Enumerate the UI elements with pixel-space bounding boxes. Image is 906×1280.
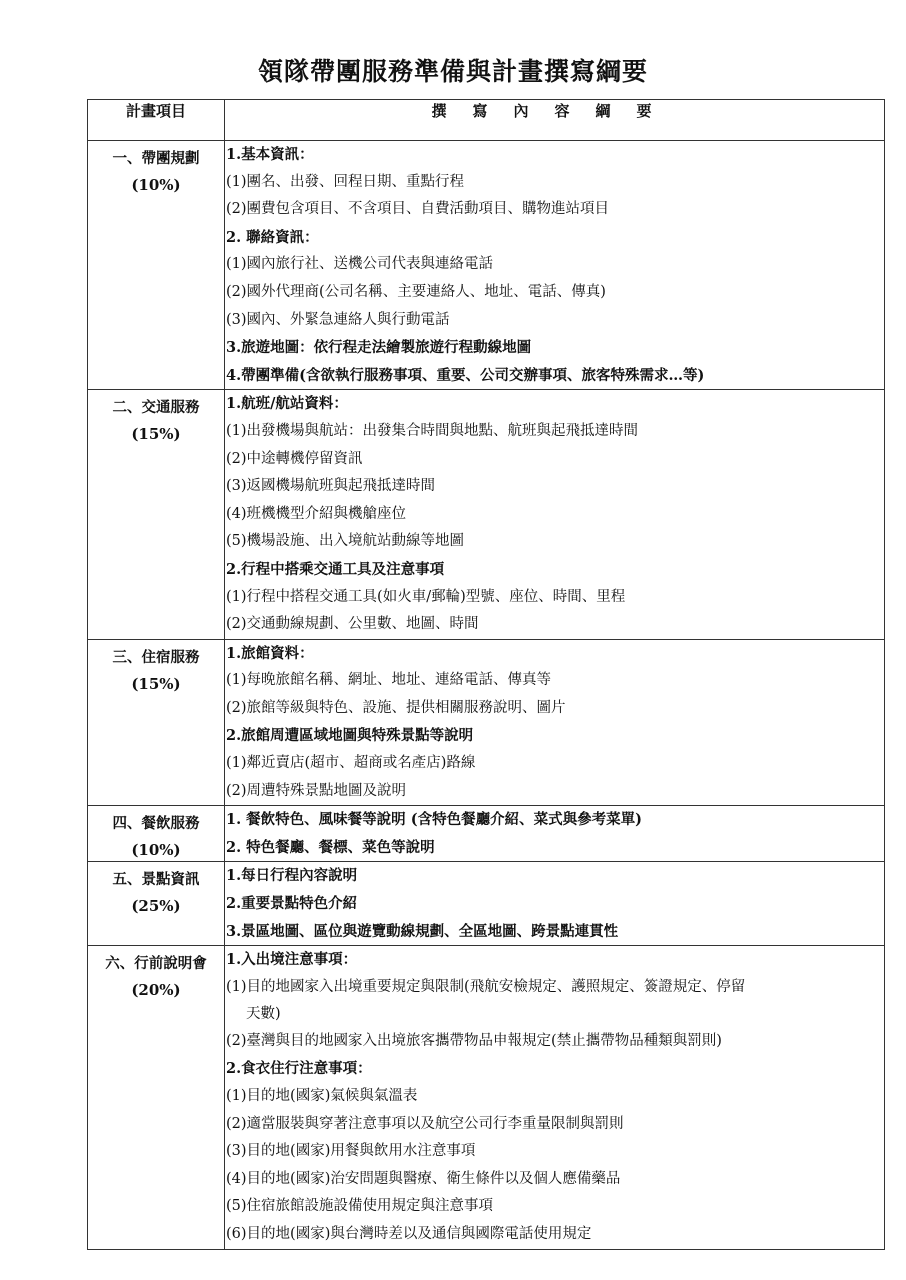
outline-text: (1)目的地(國家)氣候與氣溫表 bbox=[226, 1088, 418, 1104]
outline-item bbox=[225, 528, 884, 556]
section-name: 二、交通服務 bbox=[112, 399, 200, 417]
section-rows bbox=[88, 141, 885, 1250]
section-content-cell bbox=[225, 141, 885, 390]
section-weight: (25%) bbox=[131, 897, 181, 916]
outline-text: 2.行程中搭乘交通工具及注意事項 bbox=[226, 560, 445, 578]
outline-item bbox=[225, 279, 884, 307]
section-category-cell bbox=[88, 390, 225, 639]
outline-text: 3.景區地圖、區位與遊覽動線規劃、全區地圖、跨景點連貫性 bbox=[226, 922, 619, 940]
outline-text: (5)機場設施、出入境航站動線等地圖 bbox=[226, 533, 465, 550]
outline-text: (1)每晚旅館名稱、網址、地址、連絡電話、傳真等 bbox=[226, 672, 552, 689]
outline-table bbox=[87, 99, 885, 1250]
outline-heading bbox=[225, 390, 884, 418]
outline-heading bbox=[225, 722, 884, 750]
section-row bbox=[88, 390, 885, 639]
outline-text: (2)團費包含項目、不含項目、自費活動項目、購物進站項目 bbox=[226, 201, 610, 218]
outline-text: 3.旅遊地圖：依行程走法繪製旅遊行程動線地圖 bbox=[226, 339, 532, 357]
outline-text: (2)臺灣與目的地國家入出境旅客攜帶物品申報規定(禁止攜帶物品種類與罰則) bbox=[226, 1032, 722, 1049]
outline-text: 1.每日行程內容說明 bbox=[226, 867, 358, 885]
outline-item bbox=[225, 307, 884, 335]
section-weight: (15%) bbox=[131, 425, 181, 444]
outline-text: 2.旅館周遭區域地圖與特殊景點等說明 bbox=[226, 727, 474, 745]
section-row bbox=[88, 806, 885, 862]
outline-heading bbox=[225, 890, 884, 918]
outline-item bbox=[225, 1138, 884, 1166]
outline-item bbox=[225, 1111, 884, 1139]
header-plan-item: 計畫項目 bbox=[88, 100, 225, 141]
section-name: 一、帶團規劃 bbox=[112, 150, 200, 167]
section-category-cell bbox=[88, 862, 225, 946]
section-name: 四、餐飲服務 bbox=[112, 815, 200, 833]
outline-text: (2)旅館等級與特色、設施、提供相關服務說明、圖片 bbox=[226, 699, 566, 716]
outline-item bbox=[225, 611, 884, 639]
outline-item bbox=[225, 695, 884, 723]
outline-heading bbox=[225, 862, 884, 890]
outline-heading bbox=[225, 224, 884, 252]
outline-item bbox=[225, 584, 884, 612]
outline-text: 1.基本資訊： bbox=[226, 146, 314, 163]
outline-heading bbox=[225, 918, 884, 946]
outline-item bbox=[225, 169, 884, 197]
outline-item bbox=[225, 750, 884, 778]
outline-text: (1)國內旅行社、送機公司代表與連絡電話 bbox=[226, 256, 494, 273]
outline-text: (4)目的地(國家)治安問題與醫療、衛生條件以及個人應備藥品 bbox=[226, 1170, 621, 1187]
section-name: 六、行前說明會 bbox=[105, 955, 207, 973]
outline-item bbox=[225, 473, 884, 501]
outline-text: 2. 特色餐廳、餐標、菜色等說明 bbox=[226, 838, 435, 856]
outline-text: (2)國外代理商(公司名稱、主要連絡人、地址、電話、傳真) bbox=[226, 283, 606, 300]
section-category-cell bbox=[88, 639, 225, 806]
header-row bbox=[88, 100, 885, 141]
section-row bbox=[88, 862, 885, 946]
outline-heading bbox=[225, 141, 884, 169]
section-weight: (10%) bbox=[131, 176, 181, 194]
outline-text: (1)鄰近賣店(超市、超商或名產店)路線 bbox=[226, 755, 476, 772]
section-row bbox=[88, 141, 885, 390]
outline-text: (2)中途轉機停留資訊 bbox=[226, 450, 363, 467]
outline-text: (1)出發機場與航站：出發集合時間與地點、航班與起飛抵達時間 bbox=[226, 422, 639, 439]
section-content-cell bbox=[225, 946, 885, 1249]
outline-text: (4)班機機型介紹與機艙座位 bbox=[226, 505, 407, 522]
outline-text: 1.旅館資料： bbox=[226, 644, 314, 662]
outline-item bbox=[225, 418, 884, 446]
outline-text: (1)團名、出發、回程日期、重點行程 bbox=[226, 173, 465, 190]
header-content-outline: 撰寫內容綱要 bbox=[225, 100, 885, 141]
outline-heading bbox=[225, 640, 884, 668]
section-content-cell bbox=[225, 390, 885, 639]
outline-heading bbox=[225, 806, 884, 834]
section-category-cell bbox=[88, 946, 225, 1249]
outline-text: (6)目的地(國家)與台灣時差以及通信與國際電話使用規定 bbox=[226, 1225, 592, 1242]
section-content-cell bbox=[225, 862, 885, 946]
outline-item bbox=[225, 251, 884, 279]
section-weight: (20%) bbox=[131, 981, 181, 1000]
section-category-cell bbox=[88, 806, 225, 862]
document-title: 領隊帶團服務準備與計畫撰寫綱要 bbox=[257, 57, 648, 86]
outline-text: (1)目的地國家入出境重要規定與限制(飛航安檢規定、護照規定、簽證規定、停留 bbox=[226, 978, 746, 995]
outline-text: (2)交通動線規劃、公里數、地圖、時間 bbox=[226, 616, 479, 633]
outline-item bbox=[225, 667, 884, 695]
outline-item bbox=[225, 1083, 884, 1111]
outline-text: 1.入出境注意事項： bbox=[226, 951, 358, 969]
outline-text: (5)住宿旅館設施設備使用規定與注意事項 bbox=[226, 1198, 494, 1215]
section-weight: (10%) bbox=[131, 841, 181, 860]
outline-item bbox=[225, 778, 884, 806]
section-name: 五、景點資訊 bbox=[112, 871, 200, 889]
outline-text: 4.帶團準備(含欲執行服務事項、重要、公司交辦事項、旅客特殊需求…等) bbox=[226, 366, 705, 384]
outline-text: 2.食衣住行注意事項： bbox=[226, 1060, 372, 1078]
outline-text: 2.重要景點特色介紹 bbox=[226, 895, 358, 913]
outline-item bbox=[225, 974, 884, 1028]
outline-text: (3)國內、外緊急連絡人與行動電話 bbox=[226, 311, 450, 328]
section-row bbox=[88, 946, 885, 1249]
outline-item bbox=[225, 1221, 884, 1249]
outline-text: (3)目的地(國家)用餐與飲用水注意事項 bbox=[226, 1143, 476, 1160]
outline-heading bbox=[225, 556, 884, 584]
outline-text: (3)返國機場航班與起飛抵達時間 bbox=[226, 478, 436, 495]
outline-text: 2. 聯絡資訊： bbox=[226, 228, 319, 246]
outline-heading bbox=[225, 946, 884, 974]
section-category-cell bbox=[88, 141, 225, 390]
outline-heading bbox=[225, 362, 884, 390]
outline-text: (1)行程中搭程交通工具(如火車/郵輪)型號、座位、時間、里程 bbox=[226, 588, 626, 605]
outline-text: (2)適當服裝與穿著注意事項以及航空公司行李重量限制與罰則 bbox=[226, 1115, 624, 1132]
outline-text-continuation: 天數) bbox=[246, 1005, 281, 1022]
outline-text: 1.航班/航站資料： bbox=[226, 395, 348, 413]
outline-heading bbox=[225, 1055, 884, 1083]
outline-item bbox=[225, 196, 884, 224]
outline-item bbox=[225, 1028, 884, 1056]
section-row bbox=[88, 639, 885, 806]
outline-item bbox=[225, 1166, 884, 1194]
section-content-cell bbox=[225, 639, 885, 806]
section-content-cell bbox=[225, 806, 885, 862]
outline-text: 1. 餐飲特色、風味餐等說明 (含特色餐廳介紹、菜式與參考菜單) bbox=[226, 811, 642, 829]
outline-item bbox=[225, 501, 884, 529]
outline-item bbox=[225, 1193, 884, 1221]
outline-heading bbox=[225, 834, 884, 862]
outline-text: (2)周遭特殊景點地圖及說明 bbox=[226, 782, 407, 799]
section-weight: (15%) bbox=[131, 674, 181, 693]
outline-heading bbox=[225, 334, 884, 362]
section-name: 三、住宿服務 bbox=[112, 648, 200, 666]
outline-item bbox=[225, 446, 884, 474]
